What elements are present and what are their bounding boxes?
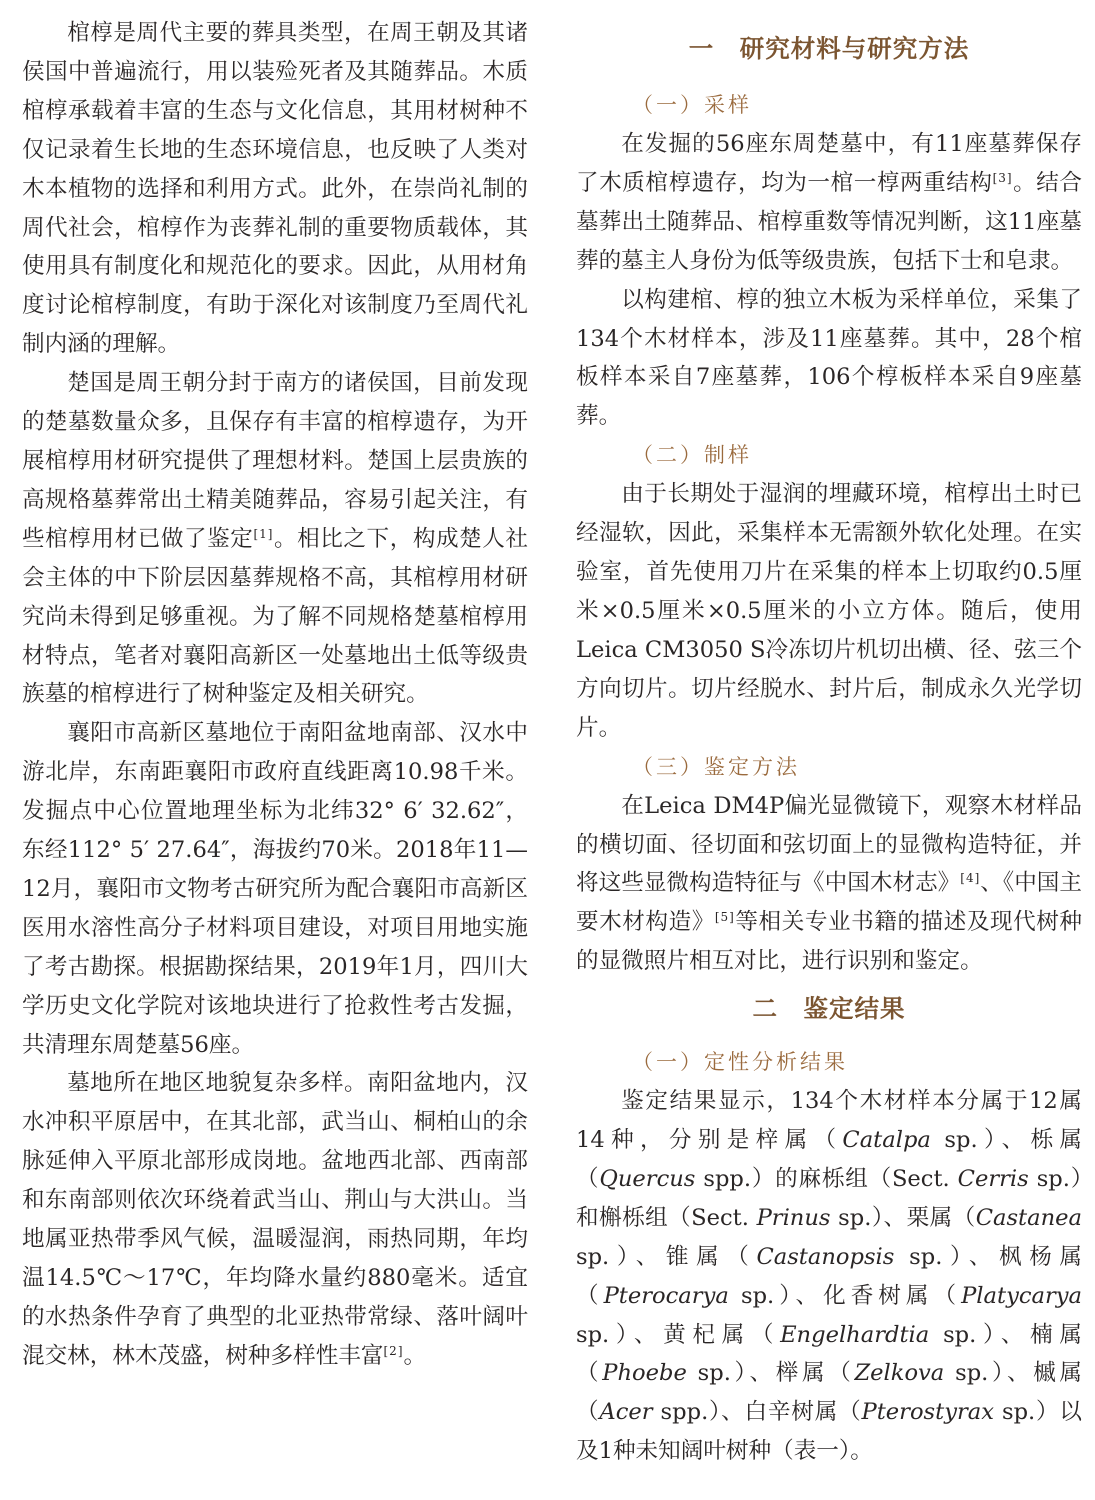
citation-5[interactable]: [5] xyxy=(714,910,735,925)
section-heading-materials-methods: 一 研究材料与研究方法 xyxy=(688,34,970,63)
genus-name: Engelhardtia xyxy=(780,1321,930,1348)
paragraph-site-location: 襄阳市高新区墓地位于南阳盆地南部、汉水中游北岸，东南距襄阳市政府直线距离10.98千米。发掘点中心位置地理坐标为北纬32° 6′ 32.62″，东经112° 5′ 27.64″，海拔约70米。2018年11—12月，襄阳市文物考古研究所为配合襄阳市高新区医用水溶性高分子材料项目建设，对项目用地实施了考古勘探。根据勘探结果，2019年1月，四川大学历史文化学院对该地块进行了抢救性考古发掘，共清理东周楚墓56座。 xyxy=(22,720,528,1058)
genus-name: Platycarya xyxy=(961,1282,1082,1309)
paragraph-preparation: 由于长期处于湿润的埋藏环境，棺椁出土时已经湿软，因此，采集样本无需额外软化处理。在实验室，首先使用刀片在采集的样本上切取约0.5厘米×0.5厘米×0.5厘米的小立方体。随后，使用Leica CM3050 S冷冻切片机切出横、径、弦三个方向切片。切片经脱水、封片后，制成永久光学切片。 xyxy=(576,481,1082,741)
paragraph-environment: 墓地所在地区地貌复杂多样。南阳盆地内，汉水冲积平原居中，在其北部，武当山、桐柏山的余脉延伸入平原北部形成岗地。盆地西北部、西南部和东南部则依次环绕着武当山、荆山与大洪山。当地属亚热带季风气候，温暖湿润，雨热同期，年均温14.5℃～17℃，年均降水量约880毫米。适宜的水热条件孕育了典型的北亚热带常绿、落叶阔叶混交林，林木茂盛，树种多样性丰富[2]。 xyxy=(22,1070,528,1369)
genus-name: Zelkova xyxy=(854,1360,945,1387)
genus-name: Castanopsis xyxy=(756,1243,895,1270)
left-column xyxy=(22,14,528,1376)
paragraph-qualitative-results: 鉴定结果显示，134个木材样本分属于12属14种，分别是梓属（Catalpa sp.）、栎属（Quercus spp.）的麻栎组（Sect. Cerris sp.）和槲栎组（Sect. Prinus sp.）、栗属（Castanea sp.）、锥属（Castanopsis sp.）、枫杨属（Pterocarya sp.）、化香树属（Platycarya sp.）、黄杞属（Engelhardtia sp.）、楠属（Phoebe sp.）、榉属（Zelkova sp.）、槭属（Acer spp.）、白辛树属（Pterostyrax sp.）以及1种未知阔叶树种（表一）。 xyxy=(576,1088,1083,1465)
genus-name: Cerris xyxy=(957,1165,1029,1192)
subheading-identification-method: （三）鉴定方法 xyxy=(632,754,800,779)
genus-name: Pterocarya xyxy=(603,1282,729,1309)
genus-name: Acer xyxy=(599,1399,653,1426)
paragraph-identification-method: 在Leica DM4P偏光显微镜下，观察木材样品的横切面、径切面和弦切面上的显微构造特征，并将这些显微构造特征与《中国木材志》[4]、《中国主要木材构造》[5]等相关专业书籍的描述及现代树种的显微照片相互对比，进行识别和鉴定。 xyxy=(576,792,1083,975)
paragraph-intro: 棺椁是周代主要的葬具类型，在周王朝及其诸侯国中普遍流行，用以装殓死者及其随葬品。木质棺椁承载着丰富的生态与文化信息，其用材树种不仅记录着生长地的生态环境信息，也反映了人类对木本植物的选择和利用方式。此外，在崇尚礼制的周代社会，棺椁作为丧葬礼制的重要物质载体，其使用具有制度化和规范化的要求。因此，从用材角度讨论棺椁制度，有助于深化对该制度乃至周代礼制内涵的理解。 xyxy=(22,20,528,358)
genus-name: Quercus xyxy=(599,1165,696,1192)
citation-3[interactable]: [3] xyxy=(992,170,1013,185)
citation-2[interactable]: [2] xyxy=(383,1343,404,1358)
paragraph-chu-state: 楚国是周王朝分封于南方的诸侯国，目前发现的楚墓数量众多，且保存有丰富的棺椁遗存，为开展棺椁用材研究提供了理想材料。楚国上层贵族的高规格墓葬常出土精美随葬品，容易引起关注，有些棺椁用材已做了鉴定[1]。相比之下，构成楚人社会主体的中下阶层因墓葬规格不高，其棺椁用材研究尚未得到足够重视。为了解不同规格楚墓棺椁用材特点，笔者对襄阳高新区一处墓地出土低等级贵族墓的棺椁进行了树种鉴定及相关研究。 xyxy=(22,370,529,708)
genus-name: Catalpa xyxy=(842,1127,931,1154)
subheading-sampling: （一）采样 xyxy=(632,93,752,117)
section-heading-results: 二 鉴定结果 xyxy=(752,994,906,1024)
genus-name: Prinus xyxy=(756,1204,831,1231)
genus-name: Pterostyrax xyxy=(861,1399,995,1426)
right-column xyxy=(576,14,1082,1471)
subheading-qualitative-results: （一）定性分析结果 xyxy=(632,1050,848,1075)
genus-name: Castanea xyxy=(975,1204,1082,1231)
citation-1[interactable]: [1] xyxy=(253,526,274,541)
paragraph-sample-units: 以构建棺、椁的独立木板为采样单位，采集了134个木材样本，涉及11座墓葬。其中，28个棺板样本采自7座墓葬，106个椁板样本采自9座墓葬。 xyxy=(576,286,1082,430)
genus-name: Phoebe xyxy=(602,1360,687,1387)
citation-4[interactable]: [4] xyxy=(960,871,981,886)
subheading-preparation: （二）制样 xyxy=(632,443,752,468)
paragraph-sampling: 在发掘的56座东周楚墓中，有11座墓葬保存了木质棺椁遗存，均为一棺一椁两重结构[3]。结合墓葬出土随葬品、棺椁重数等情况判断，这11座墓葬的墓主人身份为低等级贵族，包括下士和皂隶。 xyxy=(576,131,1083,274)
